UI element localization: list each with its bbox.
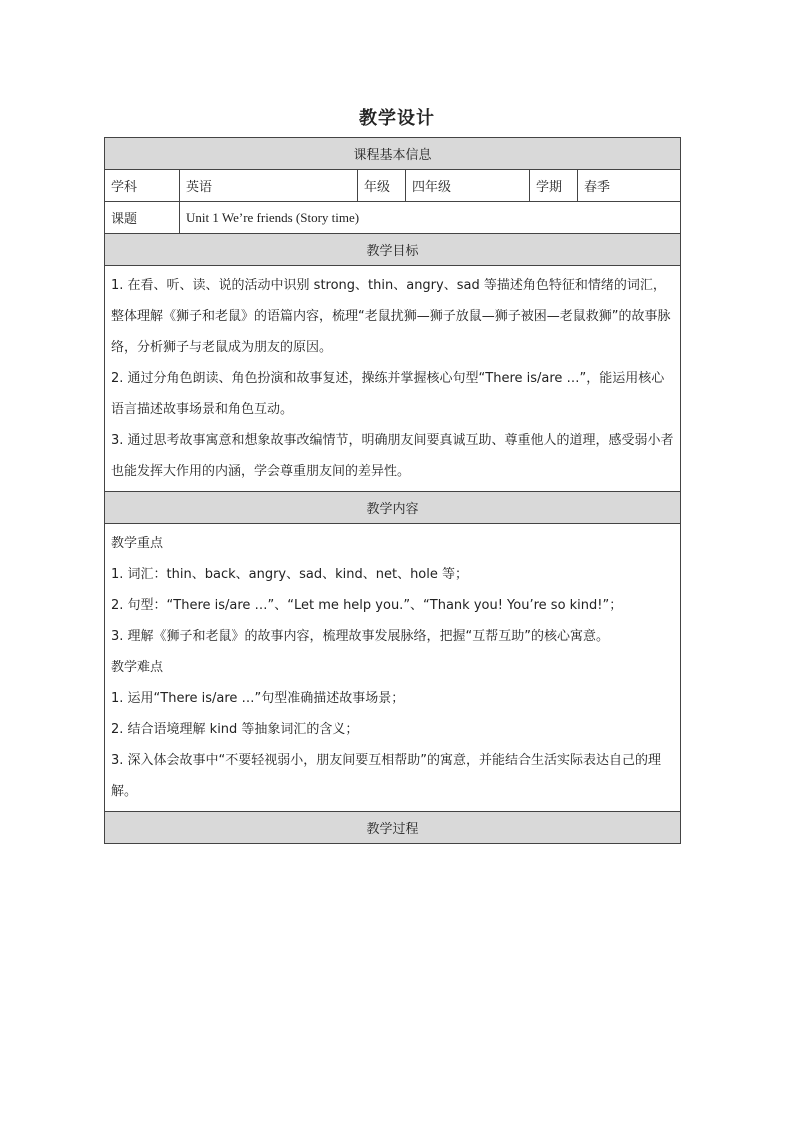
grade-value: 四年级 [406,170,530,202]
key-point-item: 1. 词汇：thin、back、angry、sad、kind、net、hole 等； [111,567,469,582]
objective-item: 2. 通过分角色朗读、角色扮演和故事复述，操练并掌握核心句型“There is/are …”，能运用核心语言描述故事场景和角色互动。 [111,371,665,417]
difficult-points-heading: 教学难点 [111,660,164,675]
topic-label: 课题 [105,202,180,234]
key-point-item: 2. 句型：“There is/are …”、“Let me help you.”、“Thank you! You’re so kind!”； [111,598,623,613]
objectives-cell [105,266,681,492]
topic-value: Unit 1 We’re friends (Story time) [180,202,681,234]
objective-item: 3. 通过思考故事寓意和想象故事改编情节，明确朋友间要真诚互助、尊重他人的道理，感受弱小者也能发挥大作用的内涵，学会尊重朋友间的差异性。 [111,433,674,479]
section-header-basic-info: 课程基本信息 [105,138,681,170]
objective-item: 1. 在看、听、读、说的活动中识别 strong、thin、angry、sad 等描述角色特征和情绪的词汇，整体理解《狮子和老鼠》的语篇内容，梳理“老鼠扰狮—狮子放鼠—狮子被困—老鼠救狮”的故事脉络，分析狮子与老鼠成为朋友的原因。 [111,278,671,355]
subject-value: 英语 [180,170,358,202]
page-title: 教学设计 [359,108,435,129]
grade-label: 年级 [358,170,406,202]
section-header-objectives: 教学目标 [105,234,681,266]
content-cell [105,524,681,812]
difficult-point-item: 1. 运用“There is/are …”句型准确描述故事场景； [111,691,405,706]
section-header-process: 教学过程 [105,812,681,844]
key-point-item: 3. 理解《狮子和老鼠》的故事内容，梳理故事发展脉络，把握“互帮互助”的核心寓意。 [111,629,610,644]
subject-label: 学科 [105,170,180,202]
term-value: 春季 [578,170,681,202]
term-label: 学期 [530,170,578,202]
key-points-heading: 教学重点 [111,536,164,551]
difficult-point-item: 3. 深入体会故事中“不要轻视弱小，朋友间要互相帮助”的寓意，并能结合生活实际表达自己的理解。 [111,753,662,799]
difficult-point-item: 2. 结合语境理解 kind 等抽象词汇的含义； [111,722,359,737]
section-header-content: 教学内容 [105,492,681,524]
lesson-plan-table [104,137,681,844]
